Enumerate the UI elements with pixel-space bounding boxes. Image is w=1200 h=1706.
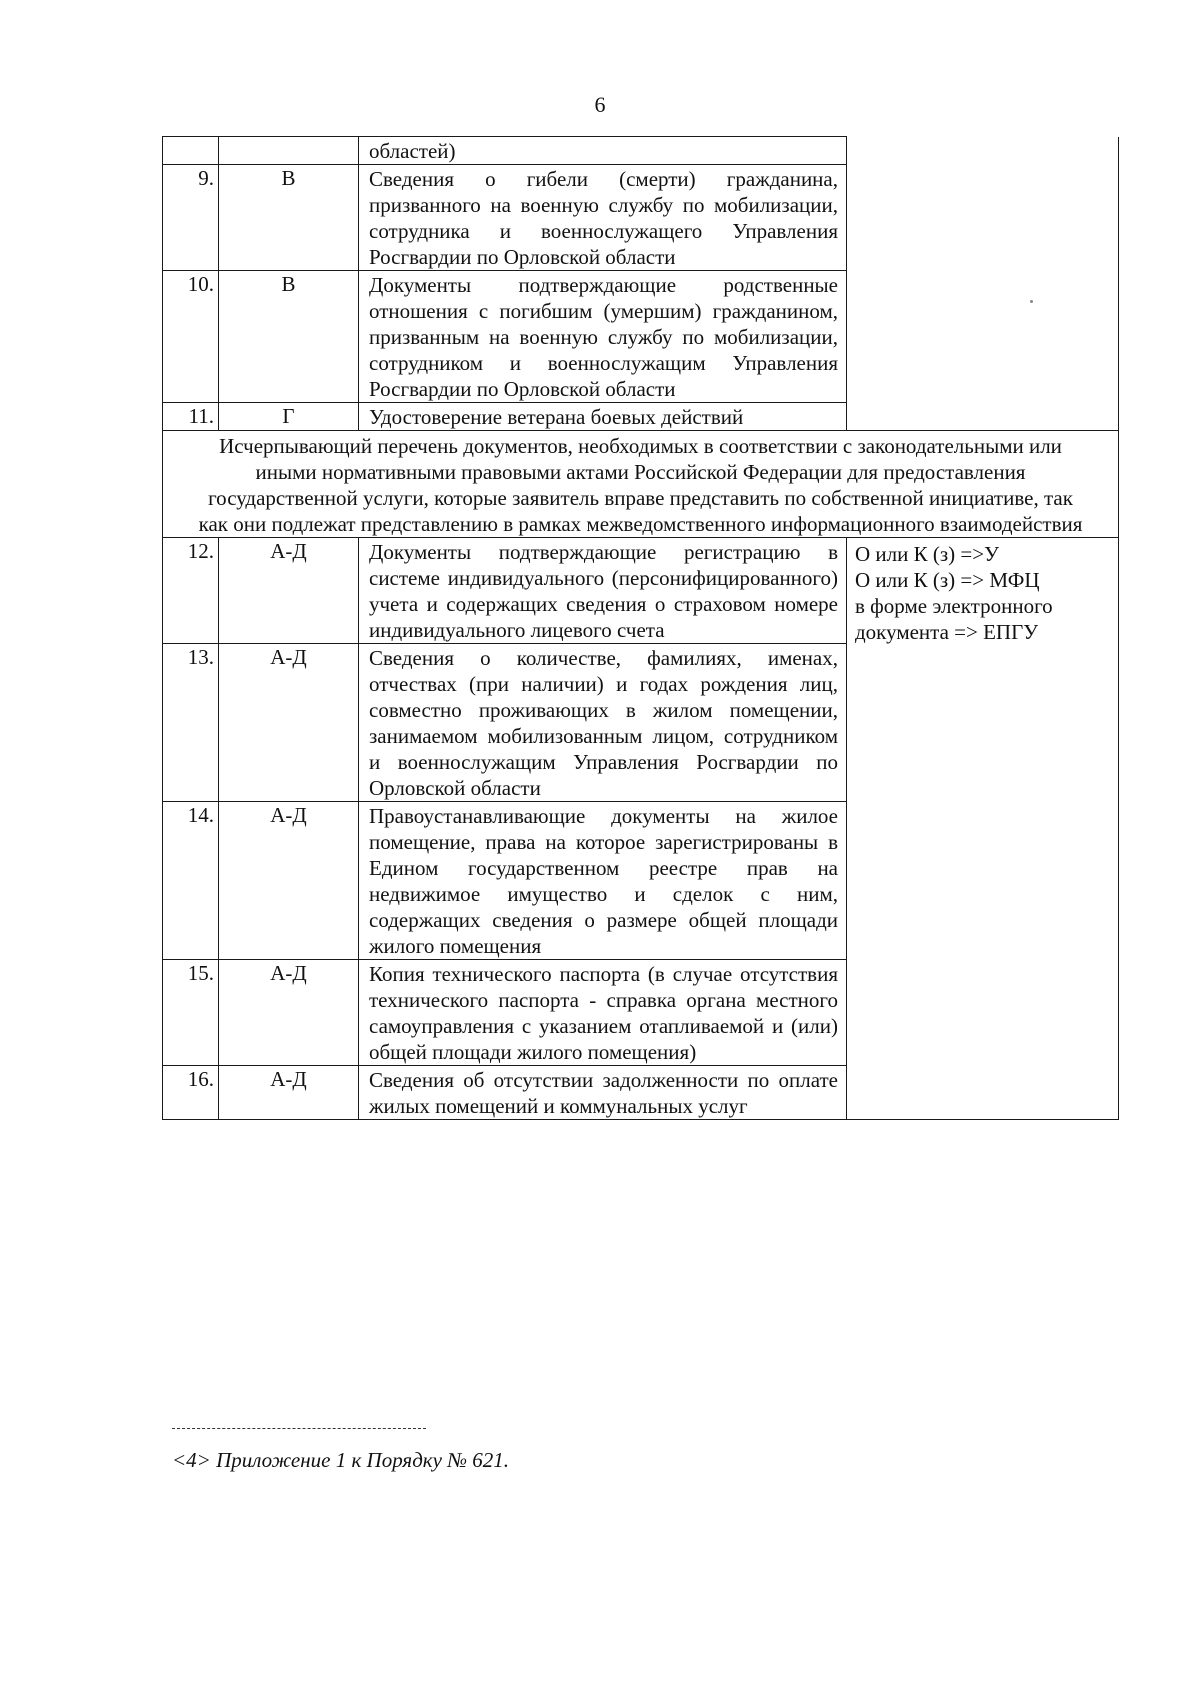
row-number: 16. bbox=[163, 1066, 219, 1120]
submission-method-cell-empty bbox=[847, 137, 1119, 431]
scan-speck bbox=[1030, 300, 1033, 303]
documents-table bbox=[162, 136, 1119, 1120]
row-description: Документы подтверждающие родственные отношения с погибшим (умершим) гражданином, призванным на военную службу по мобилизации, сотрудником и военнослужащим Управления Росгвардии по Орловской области bbox=[359, 271, 847, 403]
row-description: Документы подтверждающие регистрацию в системе индивидуального (персонифицированного) учета и содержащих сведения о страховом номере индивидуального лицевого счета bbox=[359, 538, 847, 644]
row-category: В bbox=[219, 271, 359, 403]
submission-method-line: О или К (з) => МФЦ bbox=[855, 568, 1040, 592]
footnote: <4> Приложение 1 к Порядку № 621. bbox=[172, 1448, 510, 1472]
row-category: А-Д bbox=[219, 644, 359, 802]
section-heading-row bbox=[163, 431, 1119, 538]
table-row bbox=[163, 538, 1119, 644]
row-category: А-Д bbox=[219, 1066, 359, 1120]
page-number: 6 bbox=[594, 92, 606, 117]
row-number: 15. bbox=[163, 960, 219, 1066]
table-row bbox=[163, 137, 1119, 165]
row-number: 11. bbox=[163, 403, 219, 431]
row-category: В bbox=[219, 165, 359, 271]
row-category: А-Д bbox=[219, 538, 359, 644]
submission-method-cell bbox=[847, 538, 1119, 1120]
row-number: 10. bbox=[163, 271, 219, 403]
row-description: Сведения об отсутствии задолженности по оплате жилых помещений и коммунальных услуг bbox=[359, 1066, 847, 1120]
row-number: 14. bbox=[163, 802, 219, 960]
row-description: Удостоверение ветерана боевых действий bbox=[359, 403, 847, 431]
row-number: 9. bbox=[163, 165, 219, 271]
section-heading: Исчерпывающий перечень документов, необходимых в соответствии с законодательными или иными нормативными правовыми актами Российской Федерации для предоставления государственной услуги, которые заявитель вправе представить по собственной инициативе, так как они подлежат представлению в рамках межведомственного информационного взаимодействия bbox=[163, 431, 1119, 538]
row-description: Сведения о количестве, фамилиях, именах, отчествах (при наличии) и годах рождения лиц, совместно проживающих в жилом помещении, занимаемом мобилизованным лицом, сотрудником и военнослужащим Управления Росгвардии по Орловской области bbox=[359, 644, 847, 802]
row-category: А-Д bbox=[219, 802, 359, 960]
row-category: А-Д bbox=[219, 960, 359, 1066]
submission-method-line: О или К (з) =>У bbox=[855, 542, 999, 566]
row-category bbox=[219, 137, 359, 165]
row-category: Г bbox=[219, 403, 359, 431]
row-description: Копия технического паспорта (в случае отсутствия технического паспорта - справка органа местного самоуправления с указанием отапливаемой и (или) общей площади жилого помещения) bbox=[359, 960, 847, 1066]
row-description: Сведения о гибели (смерти) гражданина, призванного на военную службу по мобилизации, сотрудника и военнослужащего Управления Росгвардии по Орловской области bbox=[359, 165, 847, 271]
footnote-divider bbox=[172, 1428, 426, 1429]
row-description: Правоустанавливающие документы на жилое помещение, права на которое зарегистрированы в Едином государственном реестре прав на недвижимое имущество и сделок с ним, содержащих сведения о размере общей площади жилого помещения bbox=[359, 802, 847, 960]
row-number bbox=[163, 137, 219, 165]
row-number: 13. bbox=[163, 644, 219, 802]
row-description: областей) bbox=[359, 137, 847, 165]
submission-method-line: в форме электронного документа => ЕПГУ bbox=[855, 594, 1053, 644]
row-number: 12. bbox=[163, 538, 219, 644]
